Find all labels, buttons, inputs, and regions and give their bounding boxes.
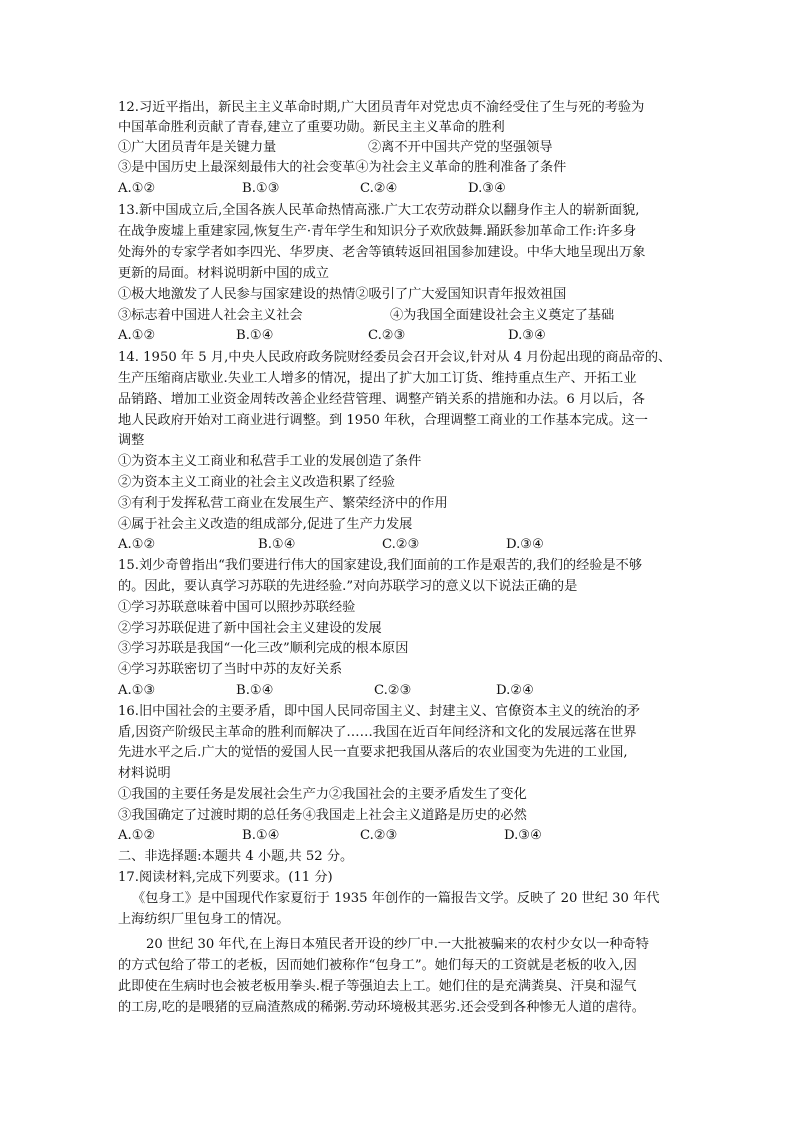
q16-options [118, 826, 678, 846]
q17-title: 17.阅读材料,完成下列要求。(11 分) [118, 870, 333, 885]
q15-option-c[interactable]: C.②③ [374, 683, 412, 698]
q17-para1-line-1: 《包身工》是中国现代作家夏衍于 1935 年创作的一篇报告文学。反映了 20 世纪 30 年代 [132, 891, 660, 906]
q14-stem-line-4: 地人民政府开始对工商业进行调整。到 1950 年秋，合理调整工商业的工作基本完成。这一 [118, 413, 648, 428]
q16-stem-line-2: 盾,因资产阶级民主革命的胜利而解决了……我国在近百年间经济和文化的发展远落在世界 [118, 725, 637, 740]
q16-items-line-1: ①我国的主要任务是发展社会生产力②我国社会的主要矛盾发生了变化 [118, 787, 527, 802]
q16-items-line-2: ③我国确定了过渡时期的总任务④我国走上社会主义道路是历史的必然 [118, 808, 527, 823]
q13-item-4: ④为我国全面建设社会主义奠定了基础 [390, 308, 615, 323]
q14-stem-line-3: 品销路、增加工业资金周转改善企业经营管理、调整产销关系的措施和办法。6 月以后，各 [118, 392, 645, 407]
q16-option-b[interactable]: B.①④ [242, 828, 280, 843]
q17-para2-line-1: 20 世纪 30 年代,在上海日本殖民者开设的纱厂中.一大批被骗来的农村少女以一种奇特 [146, 937, 649, 952]
q14-item-2: ②为资本主义工商业的社会主义改造积累了经验 [118, 475, 395, 490]
q15-item-4: ④学习苏联密切了当时中苏的友好关系 [118, 662, 343, 677]
q12-options [118, 179, 678, 199]
q17-para1-line-2: 上海纺织厂里包身工的情况。 [118, 912, 290, 927]
q12-stem-line-2: 中国革命胜利贡献了青春,建立了重要功勋。新民主主义革命的胜利 [118, 120, 505, 135]
q14-item-1: ①为资本主义工商业和私营手工业的发展创造了条件 [118, 454, 422, 469]
q16-stem-line-4: 材料说明 [118, 766, 171, 781]
q12-items-line-1 [118, 138, 553, 158]
q12-items-line-2: ③是中国历史上最深刻最伟大的社会变革④为社会主义革命的胜利准备了条件 [118, 160, 567, 175]
q13-option-d[interactable]: D.③④ [508, 328, 546, 343]
q16-stem-line-3: 先进水平之后.广大的觉悟的爱国人民一直要求把我国从落后的农业国变为先进的工业国, [118, 745, 628, 760]
q13-stem-line-1: 13.新中国成立后,全国各族人民革命热情高涨.广大工农劳动群众以翻身作主人的崭新面貌, [118, 203, 640, 218]
q16-option-d[interactable]: D.③④ [504, 828, 542, 843]
q15-option-a[interactable]: A.①③ [118, 683, 156, 698]
q15-stem-line-1: 15.刘少奇曾指出“我们要进行伟大的国家建设,我们面前的工作是艰苦的,我们的经验是不够 [118, 558, 643, 573]
q12-stem-line-1: 12.习近平指出，新民主主义革命时期,广大团员青年对党忠贞不渝经受住了生与死的考验为 [118, 100, 645, 115]
q15-item-1: ①学习苏联意味着中国可以照抄苏联经验 [118, 600, 356, 615]
q14-stem-line-5: 调整 [118, 433, 145, 448]
q13-stem-line-2: 在战争废墟上重建家园,恢复生产·青年学生和知识分子欢欣鼓舞.踊跃参加革命工作:许多身 [118, 224, 637, 239]
q13-options [118, 326, 678, 346]
q13-items-line-2 [118, 306, 615, 326]
q15-item-2: ②学习苏联促进了新中国社会主义建设的发展 [118, 621, 382, 636]
q16-stem-line-1: 16.旧中国社会的主要矛盾，即中国人民同帝国主义、封建主义、官僚资本主义的统治的矛 [118, 704, 641, 719]
q14-option-c[interactable]: C.②③ [382, 537, 420, 552]
q15-option-b[interactable]: B.①④ [236, 683, 274, 698]
q15-option-d[interactable]: D.②④ [496, 683, 534, 698]
q12-option-d[interactable]: D.③④ [468, 181, 506, 196]
q12-option-a[interactable]: A.①② [118, 181, 156, 196]
q14-option-b[interactable]: B.①④ [258, 537, 296, 552]
section-2-heading: 二、非选择题:本题共 4 小题,共 52 分。 [118, 849, 354, 864]
q13-option-b[interactable]: B.①④ [236, 328, 274, 343]
q15-item-3: ③学习苏联是我国“一化三改”顺利完成的根本原因 [118, 641, 409, 656]
q17-para2-line-4: 的工房,吃的是喂猪的豆扁渣熬成的稀粥.劳动环境极其恶劣.还会受到各种惨无人道的虐待。 [118, 1000, 645, 1015]
q17-para2-line-2: 的方式包给了带工的老板，因而她们被称作“包身工”。她们每天的工资就是老板的收入,因 [118, 958, 637, 973]
q12-item-2: ②离不开中国共产党的坚强领导 [368, 140, 553, 155]
q14-options [118, 535, 678, 555]
q15-stem-line-2: 的。因此，要认真学习苏联的先进经验.”对向苏联学习的意义以下说法正确的是 [118, 579, 578, 594]
q15-options [118, 681, 678, 701]
q13-item-3: ③标志着中国进人社会主义社会 [118, 308, 303, 323]
q14-stem-line-2: 生产压缩商店歇业.失业工人增多的情况，提出了扩大加工订货、维持重点生产、开拓工业 [118, 371, 637, 386]
q14-option-a[interactable]: A.①② [118, 537, 156, 552]
q14-item-3: ③有利于发挥私营工商业在发展生产、繁荣经济中的作用 [118, 496, 448, 511]
q12-item-1: ①广大团员青年是关键力量 [118, 140, 277, 155]
q13-stem-line-3: 处海外的专家学者如李四光、华罗庚、老舍等镇转返回祖国参加建设。中华大地呈现出万象 [118, 245, 646, 260]
q14-item-4: ④属于社会主义改造的组成部分,促进了生产力发展 [118, 517, 413, 532]
q12-option-b[interactable]: B.①③ [242, 181, 280, 196]
q13-stem-line-4: 更新的局面。材料说明新中国的成立 [118, 266, 329, 281]
q14-option-d[interactable]: D.③④ [506, 537, 544, 552]
q13-items-line-1: ①极大地激发了人民参与国家建设的热情②吸引了广大爱国知识青年报效祖国 [118, 287, 567, 302]
q17-para2-line-3: 此即使在生病时也会被老板用拳头.棍子等强迫去上工。她们住的是充满粪臭、汗臭和湿气 [118, 979, 637, 994]
q13-option-c[interactable]: C.②③ [368, 328, 406, 343]
q16-option-c[interactable]: C.②③ [360, 828, 398, 843]
q12-option-c[interactable]: C.②④ [360, 181, 398, 196]
q16-option-a[interactable]: A.①② [118, 828, 156, 843]
q13-option-a[interactable]: A.①② [118, 328, 156, 343]
q14-stem-line-1: 14. 1950 年 5 月,中央人民政府政务院财经委员会召开会议,针对从 4 月份起出现的商品帝的、 [118, 350, 672, 365]
